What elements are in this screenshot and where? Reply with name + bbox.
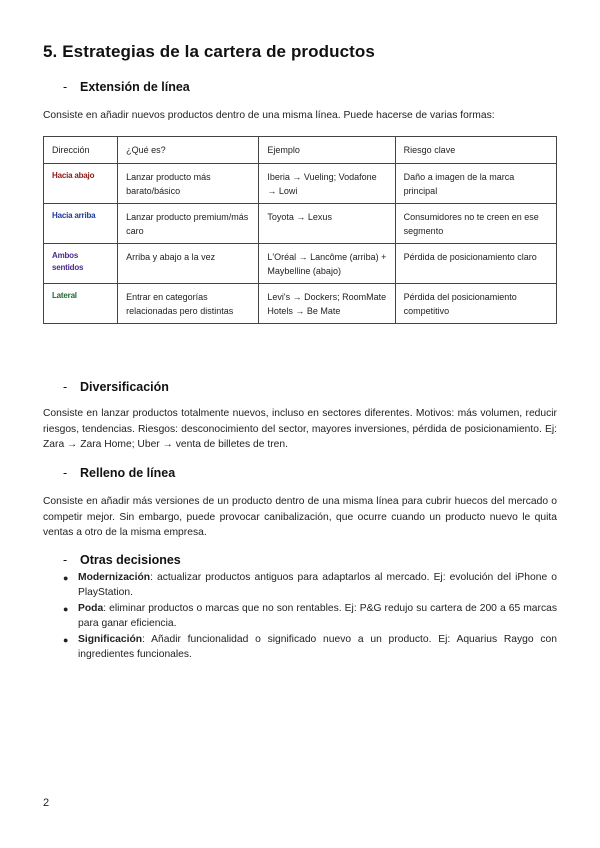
table-header-cell: ¿Qué es? <box>118 137 259 164</box>
table-cell: Daño a imagen de la marca principal <box>395 164 556 204</box>
table-cell: Lanzar producto premium/más caro <box>118 204 259 244</box>
heading-dash: - <box>63 553 68 567</box>
table-cell: Arriba y abajo a la vez <box>118 244 259 284</box>
bullet-text: : Añadir funcionalidad o significado nuevo a un producto. Ej: Aquarius Raygo con ingredientes funcionales. <box>78 634 557 660</box>
page-number: 2 <box>43 797 50 809</box>
bullet-icon: ● <box>63 573 69 583</box>
heading-dash: - <box>63 380 68 394</box>
section-heading-text: Diversificación <box>80 380 169 394</box>
section-heading-extension <box>63 80 190 94</box>
heading-dash: - <box>63 80 68 94</box>
bullet-icon: ● <box>63 604 69 614</box>
list-item <box>43 602 557 631</box>
bullet-text: : eliminar productos o marcas que no son rentables. Ej: P&G redujo su cartera de 200 a 65 marcas para ganar eficiencia. <box>78 603 557 629</box>
section-heading-diversification <box>63 380 169 394</box>
direction-cell: Ambos sentidos <box>44 244 118 284</box>
bullet-term: Modernización <box>78 572 151 583</box>
section-heading-line-filling <box>63 466 175 480</box>
table-row <box>44 244 557 284</box>
table-cell: Entrar en categorías relacionadas pero distintas <box>118 284 259 324</box>
direction-cell: Lateral <box>44 284 118 324</box>
extension-table <box>43 136 557 324</box>
diversification-text: Consiste en lanzar productos totalmente nuevos, incluso en sectores diferentes. Motivos: más volumen, reducir riesgos, tendencias. Riesgos: desconocimiento del sector, mayores inversiones, pérdida de posicionamiento. Ej: Zara → Zara Home; Uber → venta de billetes de tren. <box>43 408 557 450</box>
bullet-term: Poda <box>78 603 104 614</box>
bullet-text: : actualizar productos antiguos para adaptarlos al mercado. Ej: evolución del iPhone o PlayStation. <box>78 572 557 598</box>
list-item <box>43 571 557 600</box>
direction-cell: Hacia abajo <box>44 164 118 204</box>
section-heading-other-decisions <box>63 553 181 567</box>
table-cell: Pérdida del posicionamiento competitivo <box>395 284 556 324</box>
table-header-cell: Dirección <box>44 137 118 164</box>
heading-dash: - <box>63 466 68 480</box>
table-row <box>44 204 557 244</box>
line-filling-text: Consiste en añadir más versiones de un producto dentro de una misma línea para cubrir huecos del mercado o competir mejor. Sin embargo, puede provocar canibalización, que ocurre cuando un producto nuevo le quita ventas a otro de la misma empresa. <box>43 496 557 538</box>
table-cell: Levi's → Dockers; RoomMate Hotels → Be Mate <box>259 284 395 324</box>
table-cell: Pérdida de posicionamiento claro <box>395 244 556 284</box>
section-heading-text: Relleno de línea <box>80 466 176 480</box>
table-row <box>44 164 557 204</box>
section-heading-text: Extensión de línea <box>80 80 190 94</box>
section-heading-text: Otras decisiones <box>80 553 181 567</box>
table-header-row <box>44 137 557 164</box>
direction-cell: Hacia arriba <box>44 204 118 244</box>
table-cell: Iberia → Vueling; Vodafone → Lowi <box>259 164 395 204</box>
bullet-icon: ● <box>63 635 69 645</box>
table-row <box>44 284 557 324</box>
other-decisions-list <box>43 571 557 664</box>
table-cell: Toyota → Lexus <box>259 204 395 244</box>
page-title: 5. Estrategias de la cartera de productos <box>43 42 375 61</box>
bullet-term: Significación <box>78 634 143 645</box>
table-cell: L'Oréal → Lancôme (arriba) + Maybelline (abajo) <box>259 244 395 284</box>
list-item <box>43 633 557 662</box>
table-cell: Lanzar producto más barato/básico <box>118 164 259 204</box>
table-cell: Consumidores no te creen en ese segmento <box>395 204 556 244</box>
table-header-cell: Riesgo clave <box>395 137 556 164</box>
table-header-cell: Ejemplo <box>259 137 395 164</box>
extension-intro: Consiste en añadir nuevos productos dentro de una misma línea. Puede hacerse de varias formas: <box>43 110 495 121</box>
